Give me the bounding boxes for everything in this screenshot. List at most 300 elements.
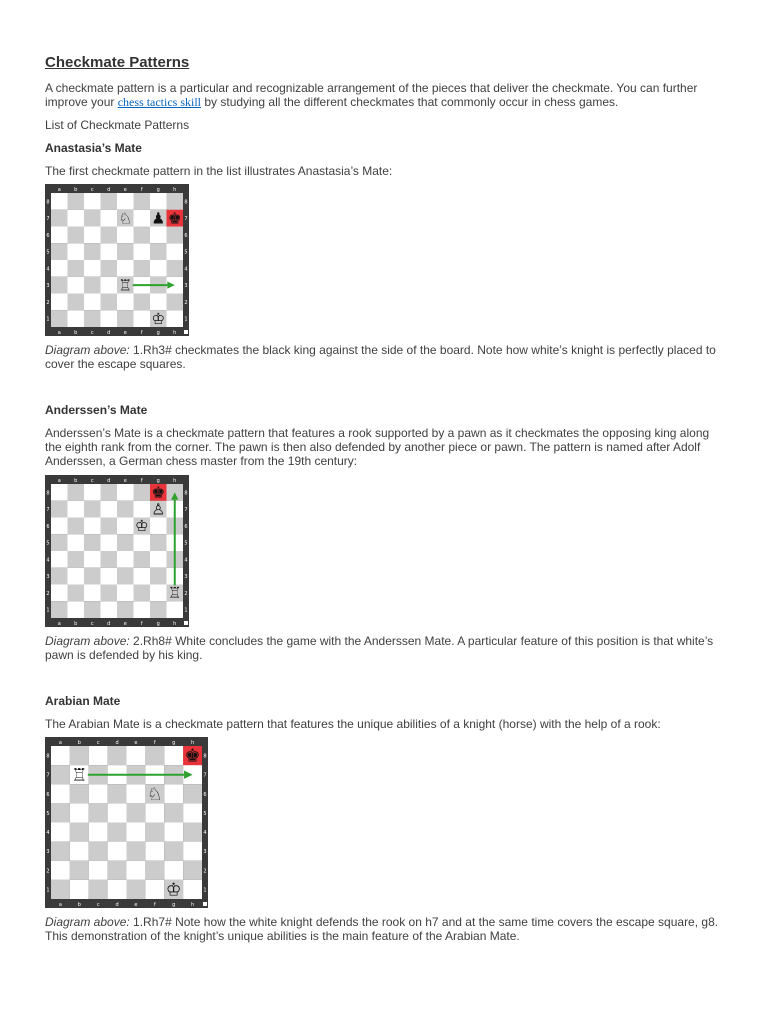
board-square-e7 [117,501,134,518]
board-square-a4 [51,551,68,568]
caption-text: 1.Rh3# checkmates the black king against the side of the board. Note how white’s knight is perfectly placed to cover the escape squares. [45,343,716,371]
board-square-g4 [150,260,167,277]
board-square-f7 [134,501,151,518]
file-label: h [190,902,195,908]
board-square-a8 [51,746,70,765]
board-square-d6 [101,518,118,535]
file-label: f [140,187,143,193]
board-square-b4 [70,823,89,842]
board-square-a3 [51,277,68,294]
file-label: c [96,902,100,908]
file-label: e [123,187,127,193]
board-square-c6 [84,518,101,535]
board-square-d4 [101,551,118,568]
chess-piece-black-pawn: ♟ [151,209,166,228]
side-to-move-marker [184,621,188,625]
board-square-f4 [134,551,151,568]
board-square-h4 [167,260,184,277]
board-square-f3 [134,568,151,585]
file-label: a [57,621,61,627]
board-square-f8 [145,746,164,765]
rank-label: 8 [184,199,188,206]
chessboard-anderssen [45,475,189,627]
file-label: c [90,621,94,627]
board-square-b8 [68,193,85,210]
board-square-g1 [150,601,167,618]
board-square-c4 [84,551,101,568]
board-square-g4 [150,551,167,568]
board-square-g5 [150,243,167,260]
board-square-c2 [84,294,101,311]
board-square-d2 [108,861,127,880]
board-square-g8 [164,746,183,765]
rank-label: 4 [46,557,50,564]
rank-label: 8 [184,490,188,497]
board-square-h5 [183,803,202,822]
chess-piece-white-rook: ♖ [118,276,133,295]
board-square-f1 [134,310,151,327]
board-square-g5 [164,803,183,822]
rank-label: 2 [184,590,188,597]
board-square-d6 [101,227,118,244]
rank-label: 2 [46,299,50,306]
rank-label: 2 [184,299,188,306]
board-square-b2 [70,861,89,880]
rank-label: 1 [46,607,50,614]
chess-piece-white-pawn: ♙ [151,500,166,519]
caption-label: Diagram above: [45,634,130,648]
chess-piece-black-king: ♚ [151,483,166,502]
board-square-c8 [84,484,101,501]
file-label: d [115,740,119,746]
file-label: f [153,740,156,746]
board-square-d1 [108,880,127,899]
rank-label: 5 [184,249,188,256]
rank-label: 6 [184,523,188,530]
file-label: a [57,478,61,484]
board-square-g2 [164,861,183,880]
board-square-h6 [167,227,184,244]
board-square-c7 [84,501,101,518]
board-square-d5 [101,243,118,260]
board-square-g2 [150,294,167,311]
file-label: e [123,330,127,336]
board-square-h1 [167,601,184,618]
rank-label: 2 [203,868,207,875]
board-square-h2 [167,294,184,311]
rank-label: 3 [184,574,188,581]
board-square-d4 [101,260,118,277]
section-intro-anastasia: The first checkmate pattern in the list illustrates Anastasia’s Mate: [45,164,393,178]
file-label: g [156,187,160,193]
rank-label: 5 [203,810,207,817]
file-label: g [156,330,160,336]
file-label: h [190,740,195,746]
board-square-e6 [127,784,146,803]
board-square-b7 [68,501,85,518]
board-square-d1 [101,310,118,327]
board-square-e6 [117,227,134,244]
board-square-a3 [51,568,68,585]
board-square-e8 [117,484,134,501]
file-label: h [173,621,177,627]
board-square-b6 [70,784,89,803]
board-square-a7 [51,765,70,784]
file-label: c [90,187,94,193]
board-square-f8 [134,193,151,210]
board-square-b5 [70,803,89,822]
board-square-f8 [134,484,151,501]
file-label: c [90,330,94,336]
board-square-e3 [127,842,146,861]
file-label: d [115,902,119,908]
board-square-b8 [68,484,85,501]
file-label: f [140,330,143,336]
section-intro-anderssen: Anderssen’s Mate is a checkmate pattern that features a rook supported by a pawn as it checkmates the opposing king along the eighth rank from the corner. The pawn is then also defended by another piece or pawn. The pattern is named after Adolf Anderssen, a German chess master from the 19th century: [45,426,710,468]
rank-label: 1 [184,316,188,323]
board-square-e2 [117,585,134,602]
rank-label: 6 [46,791,50,798]
board-square-d6 [108,784,127,803]
chess-piece-white-knight: ♘ [118,209,133,228]
file-label: g [172,740,176,746]
rank-label: 5 [46,249,50,256]
board-square-f2 [134,294,151,311]
board-square-f2 [145,861,164,880]
board-square-c6 [89,784,108,803]
board-square-a6 [51,518,68,535]
side-to-move-marker [184,330,188,334]
board-square-d1 [101,601,118,618]
board-square-b5 [68,243,85,260]
rank-label: 5 [46,810,50,817]
board-square-e8 [117,193,134,210]
board-square-d7 [101,501,118,518]
file-label: b [77,740,81,746]
board-square-c8 [89,746,108,765]
caption-label: Diagram above: [45,915,130,929]
board-square-a7 [51,210,68,227]
file-label: a [58,902,62,908]
file-label: d [107,478,111,484]
chess-piece-white-rook: ♖ [71,765,88,786]
file-label: b [77,902,81,908]
board-square-c1 [84,601,101,618]
intro-paragraph [45,81,725,109]
rank-label: 7 [46,507,50,514]
file-label: c [90,478,94,484]
board-square-b5 [68,534,85,551]
chessboard-arabian [45,737,208,908]
rank-label: 7 [184,216,188,223]
board-square-b6 [68,518,85,535]
caption-anastasia [45,343,725,371]
rank-label: 5 [46,540,50,547]
board-square-b1 [70,880,89,899]
board-square-c7 [84,210,101,227]
board-square-g3 [164,842,183,861]
board-square-e3 [117,568,134,585]
board-square-e5 [117,243,134,260]
board-square-c6 [84,227,101,244]
rank-label: 7 [46,216,50,223]
chess-piece-white-king: ♔ [165,880,182,901]
rank-label: 4 [203,830,207,837]
rank-label: 1 [203,887,207,894]
board-square-g3 [150,568,167,585]
file-label: b [74,478,78,484]
board-square-a7 [51,501,68,518]
caption-label: Diagram above: [45,343,130,357]
board-square-b2 [68,294,85,311]
chess-piece-white-king: ♔ [134,517,149,536]
section-heading-anderssen: Anderssen’s Mate [45,403,148,417]
chess-piece-black-king: ♚ [167,209,182,228]
board-square-d2 [101,294,118,311]
rank-label: 4 [184,557,188,564]
board-square-f4 [145,823,164,842]
board-square-d8 [101,484,118,501]
board-square-g8 [150,193,167,210]
rank-label: 4 [46,266,50,273]
board-square-e1 [117,601,134,618]
caption-anderssen [45,634,725,662]
board-square-d5 [108,803,127,822]
board-square-d4 [108,823,127,842]
board-square-a4 [51,823,70,842]
board-square-h1 [167,310,184,327]
board-square-h8 [167,193,184,210]
board-square-f5 [145,803,164,822]
rank-label: 1 [184,607,188,614]
board-square-c2 [89,861,108,880]
board-square-a2 [51,585,68,602]
chess-piece-black-king: ♚ [184,746,201,767]
board-square-f5 [134,534,151,551]
board-square-g2 [150,585,167,602]
rank-label: 3 [46,849,50,856]
board-square-g6 [150,518,167,535]
board-square-a3 [51,842,70,861]
rank-label: 7 [184,507,188,514]
file-label: h [173,478,177,484]
board-square-e8 [127,746,146,765]
file-label: h [173,330,177,336]
board-square-b4 [68,551,85,568]
rank-label: 2 [46,590,50,597]
rank-label: 1 [46,316,50,323]
board-square-e5 [127,803,146,822]
intro-text-after: by studying all the different checkmates that commonly occur in chess games. [201,95,619,109]
board-square-a6 [51,784,70,803]
board-square-c3 [84,277,101,294]
file-label: d [107,621,111,627]
caption-text: 2.Rh8# White concludes the game with the Anderssen Mate. A particular feature of this position is that white’s pawn is defended by his king. [45,634,714,662]
rank-label: 6 [203,791,207,798]
rank-label: 1 [46,887,50,894]
intro-text-before: A checkmate pattern is a particular and recognizable arrangement of the pieces that deliver the checkmate. You can further improve your [45,81,698,109]
board-square-h4 [183,823,202,842]
board-square-f2 [134,585,151,602]
rank-label: 8 [46,753,50,760]
board-square-c8 [84,193,101,210]
board-square-a2 [51,294,68,311]
board-square-a6 [51,227,68,244]
rank-label: 6 [184,232,188,239]
page-title: Checkmate Patterns [45,54,190,71]
board-square-a5 [51,243,68,260]
board-square-b3 [68,568,85,585]
board-square-h2 [183,861,202,880]
board-square-a5 [51,803,70,822]
board-square-e1 [117,310,134,327]
file-label: a [57,330,61,336]
board-square-b7 [68,210,85,227]
board-square-c4 [89,823,108,842]
board-square-f5 [134,243,151,260]
rank-label: 8 [46,490,50,497]
board-square-d2 [101,585,118,602]
caption-arabian [45,915,725,943]
board-square-c3 [89,842,108,861]
board-square-b6 [68,227,85,244]
rank-label: 6 [46,523,50,530]
file-label: a [57,187,61,193]
file-label: d [107,330,111,336]
board-square-a4 [51,260,68,277]
board-square-g6 [164,784,183,803]
section-heading-anastasia: Anastasia’s Mate [45,141,142,155]
board-square-f1 [134,601,151,618]
board-square-b8 [70,746,89,765]
chess-piece-white-knight: ♘ [146,784,163,805]
rank-label: 4 [46,830,50,837]
board-square-d7 [101,210,118,227]
board-square-f4 [134,260,151,277]
rank-label: 4 [184,266,188,273]
rank-label: 8 [203,753,207,760]
file-label: f [140,621,143,627]
board-square-e2 [127,861,146,880]
caption-text: 1.Rh7# Note how the white knight defends the rook on h7 and at the same time covers the escape square, g8. This demonstration of the knight’s unique abilities is the main feature of the Arabian Mate. [45,915,719,943]
board-square-d3 [108,842,127,861]
board-square-g6 [150,227,167,244]
file-label: e [134,740,138,746]
board-square-c3 [84,568,101,585]
rank-label: 2 [46,868,50,875]
file-label: g [156,478,160,484]
chess-piece-white-king: ♔ [151,309,166,328]
file-label: b [74,330,78,336]
section-intro-arabian: The Arabian Mate is a checkmate pattern that features the unique abilities of a knight (horse) with the help of a rook: [45,717,661,731]
board-square-e4 [117,551,134,568]
board-square-c5 [84,243,101,260]
board-square-c2 [84,585,101,602]
file-label: h [173,187,177,193]
file-label: b [74,621,78,627]
chess-piece-white-rook: ♖ [167,584,182,603]
rank-label: 7 [46,772,50,779]
file-label: c [96,740,100,746]
board-square-b3 [70,842,89,861]
board-square-f7 [134,210,151,227]
board-square-f3 [145,842,164,861]
file-label: f [153,902,156,908]
chess-tactics-link[interactable]: chess tactics skill [117,95,202,109]
board-square-f6 [134,227,151,244]
board-square-e5 [117,534,134,551]
rank-label: 3 [203,849,207,856]
board-square-b1 [68,310,85,327]
file-label: g [172,902,176,908]
file-label: e [134,902,138,908]
board-square-a5 [51,534,68,551]
board-square-c5 [89,803,108,822]
board-square-d8 [101,193,118,210]
board-square-a1 [51,601,68,618]
board-square-c5 [84,534,101,551]
file-label: a [58,740,62,746]
board-square-e4 [117,260,134,277]
board-square-b1 [68,601,85,618]
board-square-e6 [117,518,134,535]
side-to-move-marker [203,902,207,906]
board-square-d3 [101,568,118,585]
rank-label: 7 [203,772,207,779]
board-square-d3 [101,277,118,294]
chessboard-anastasia [45,184,189,336]
board-square-a8 [51,484,68,501]
file-label: d [107,187,111,193]
board-square-a8 [51,193,68,210]
file-label: b [74,187,78,193]
board-square-g4 [164,823,183,842]
section-heading-arabian: Arabian Mate [45,694,121,708]
board-square-e2 [117,294,134,311]
board-square-c1 [89,880,108,899]
board-square-c1 [84,310,101,327]
board-square-d5 [101,534,118,551]
rank-label: 5 [184,540,188,547]
rank-label: 6 [46,232,50,239]
rank-label: 3 [46,574,50,581]
rank-label: 8 [46,199,50,206]
board-square-g5 [150,534,167,551]
board-square-h3 [183,842,202,861]
board-square-e1 [127,880,146,899]
board-square-a1 [51,310,68,327]
board-square-f1 [145,880,164,899]
board-square-d8 [108,746,127,765]
board-square-b2 [68,585,85,602]
file-label: f [140,478,143,484]
board-square-a2 [51,861,70,880]
board-square-b3 [68,277,85,294]
file-label: e [123,478,127,484]
file-label: g [156,621,160,627]
board-square-c4 [84,260,101,277]
board-square-e4 [127,823,146,842]
board-square-b4 [68,260,85,277]
board-square-h1 [183,880,202,899]
board-square-h6 [183,784,202,803]
board-square-a1 [51,880,70,899]
rank-label: 3 [46,283,50,290]
list-label: List of Checkmate Patterns [45,118,190,132]
rank-label: 3 [184,283,188,290]
file-label: e [123,621,127,627]
board-square-h5 [167,243,184,260]
